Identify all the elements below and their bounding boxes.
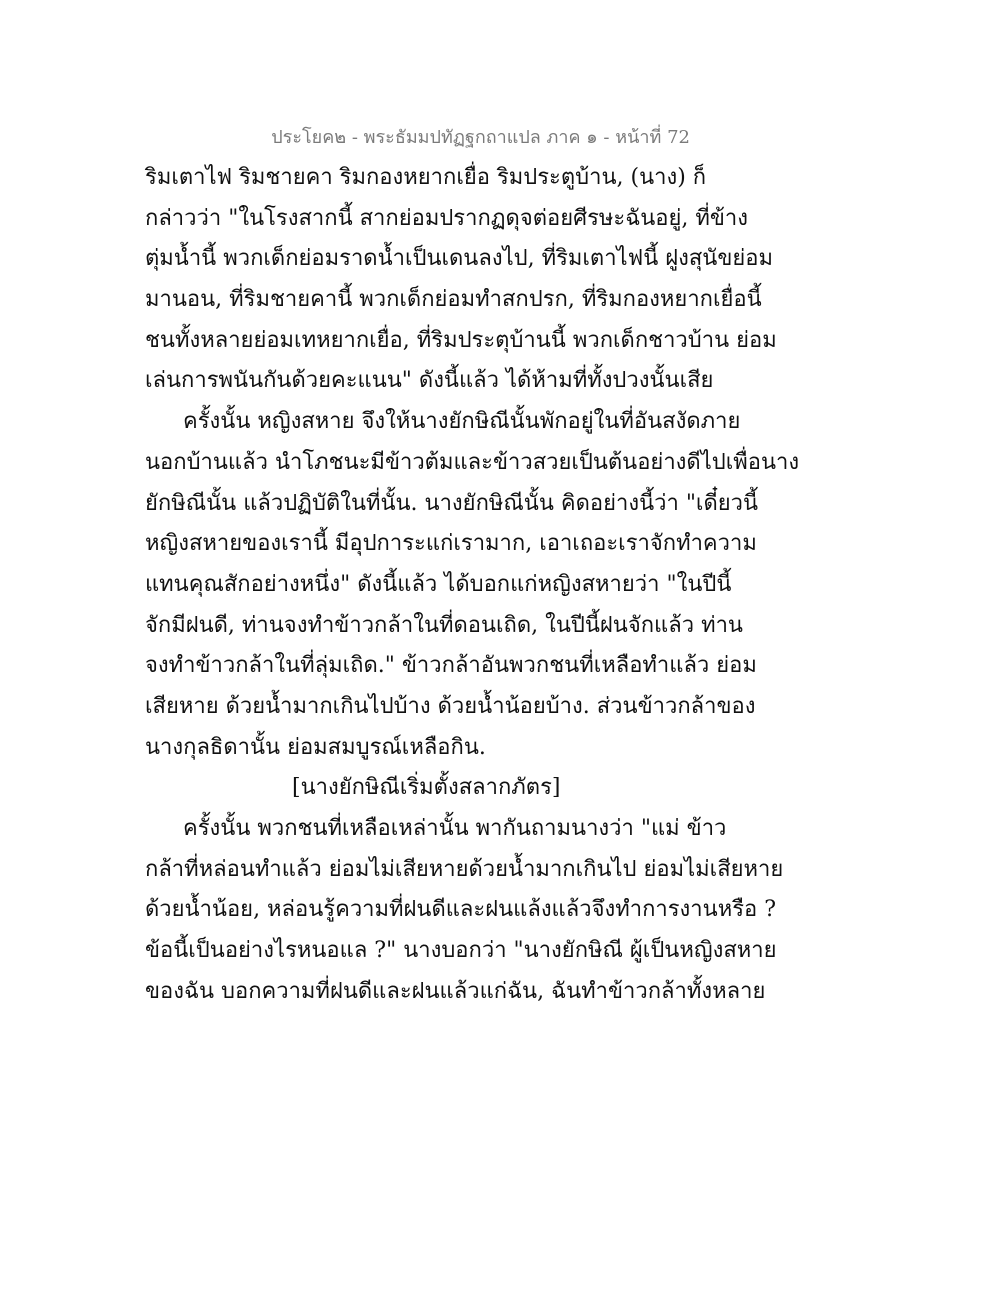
text-line: แทนคุณสักอย่างหนึ่ง" ดังนี้แล้ว ได้บอกแก่หญิงสหายว่า "ในปีนี้ [145,571,732,597]
section-heading: [นางยักษิณีเริ่มตั้งสลากภัตร] [292,775,561,801]
text-line: จงทำข้าวกล้าในที่ลุ่มเถิด." ข้าวกล้าอันพวกชนที่เหลือทำแล้ว ย่อม [145,653,757,679]
text-line: หญิงสหายของเรานี้ มีอุปการะแก่เรามาก, เอาเถอะเราจักทำความ [145,531,757,557]
paragraph-start-line: ครั้งนั้น พวกชนที่เหลือเหล่านั้น พากันถามนางว่า "แม่ ข้าว [183,816,727,841]
text-line: กล้าที่หล่อนทำแล้ว ย่อมไม่เสียหายด้วยน้ำมากเกินไป ย่อมไม่เสียหาย [145,856,784,882]
text-line: ริมเตาไฟ ริมชายคา ริมกองหยากเยื่อ ริมประตูบ้าน, (นาง) ก็ [145,165,707,190]
text-line: นอกบ้านแล้ว นำโภชนะมีข้าวต้มและข้าวสวยเป็นต้นอย่างดีไปเพื่อนาง [145,449,800,475]
text-line: ข้อนี้เป็นอย่างไรหนอแล ?" นางบอกว่า "นางยักษิณี ผู้เป็นหญิงสหาย [145,938,777,964]
running-header: ประโยค๒ - พระธัมมปทัฏฐกถาแปล ภาค ๑ - หน้าที่ 72 [271,127,690,148]
text-line: เล่นการพนันกันด้วยคะแนน" ดังนี้แล้ว ได้ห้ามที่ทั้งปวงนั้นเสีย [145,368,714,394]
paragraph-start-line: ครั้งนั้น หญิงสหาย จึงให้นางยักษิณีนั้นพักอยู่ในที่อันสงัดภาย [183,409,741,435]
text-line: นางกุลธิดานั้น ย่อมสมบูรณ์เหลือกิน. [145,734,486,760]
text-line: เสียหาย ด้วยน้ำมากเกินไปบ้าง ด้วยน้ำน้อยบ้าง. ส่วนข้าวกล้าของ [145,693,756,719]
text-line: ตุ่มน้ำนี้ พวกเด็กย่อมราดน้ำเป็นเดนลงไป, ที่ริมเตาไฟนี้ ฝูงสุนัขย่อม [145,246,773,272]
text-line: ยักษิณีนั้น แล้วปฏิบัติในที่นั้น. นางยักษิณีนั้น คิดอย่างนี้ว่า "เดี๋ยวนี้ [145,490,759,516]
text-line: ชนทั้งหลายย่อมเทหยากเยื่อ, ที่ริมประตุบ้านนี้ พวกเด็กชาวบ้าน ย่อม [145,327,777,353]
text-line: ของฉัน บอกความที่ฝนดีและฝนแล้วแก่ฉัน, ฉันทำข้าวกล้าทั้งหลาย [145,978,766,1004]
body-text [145,158,800,1012]
text-line: จักมีฝนดี, ท่านจงทำข้าวกล้าในที่ดอนเถิด, ในปีนี้ฝนจักแล้ว ท่าน [145,612,743,638]
text-line: กล่าวว่า "ในโรงสากนี้ สากย่อมปรากฏดุจต่อยศีรษะฉันอยู่, ที่ข้าง [145,205,748,231]
text-line: ด้วยน้ำน้อย, หล่อนรู้ความที่ฝนดีและฝนแล้งแล้วจึงทำการงานหรือ ? [145,897,777,923]
text-line: มานอน, ที่ริมชายคานี้ พวกเด็กย่อมทำสกปรก, ที่ริมกองหยากเยื่อนี้ [145,287,762,313]
